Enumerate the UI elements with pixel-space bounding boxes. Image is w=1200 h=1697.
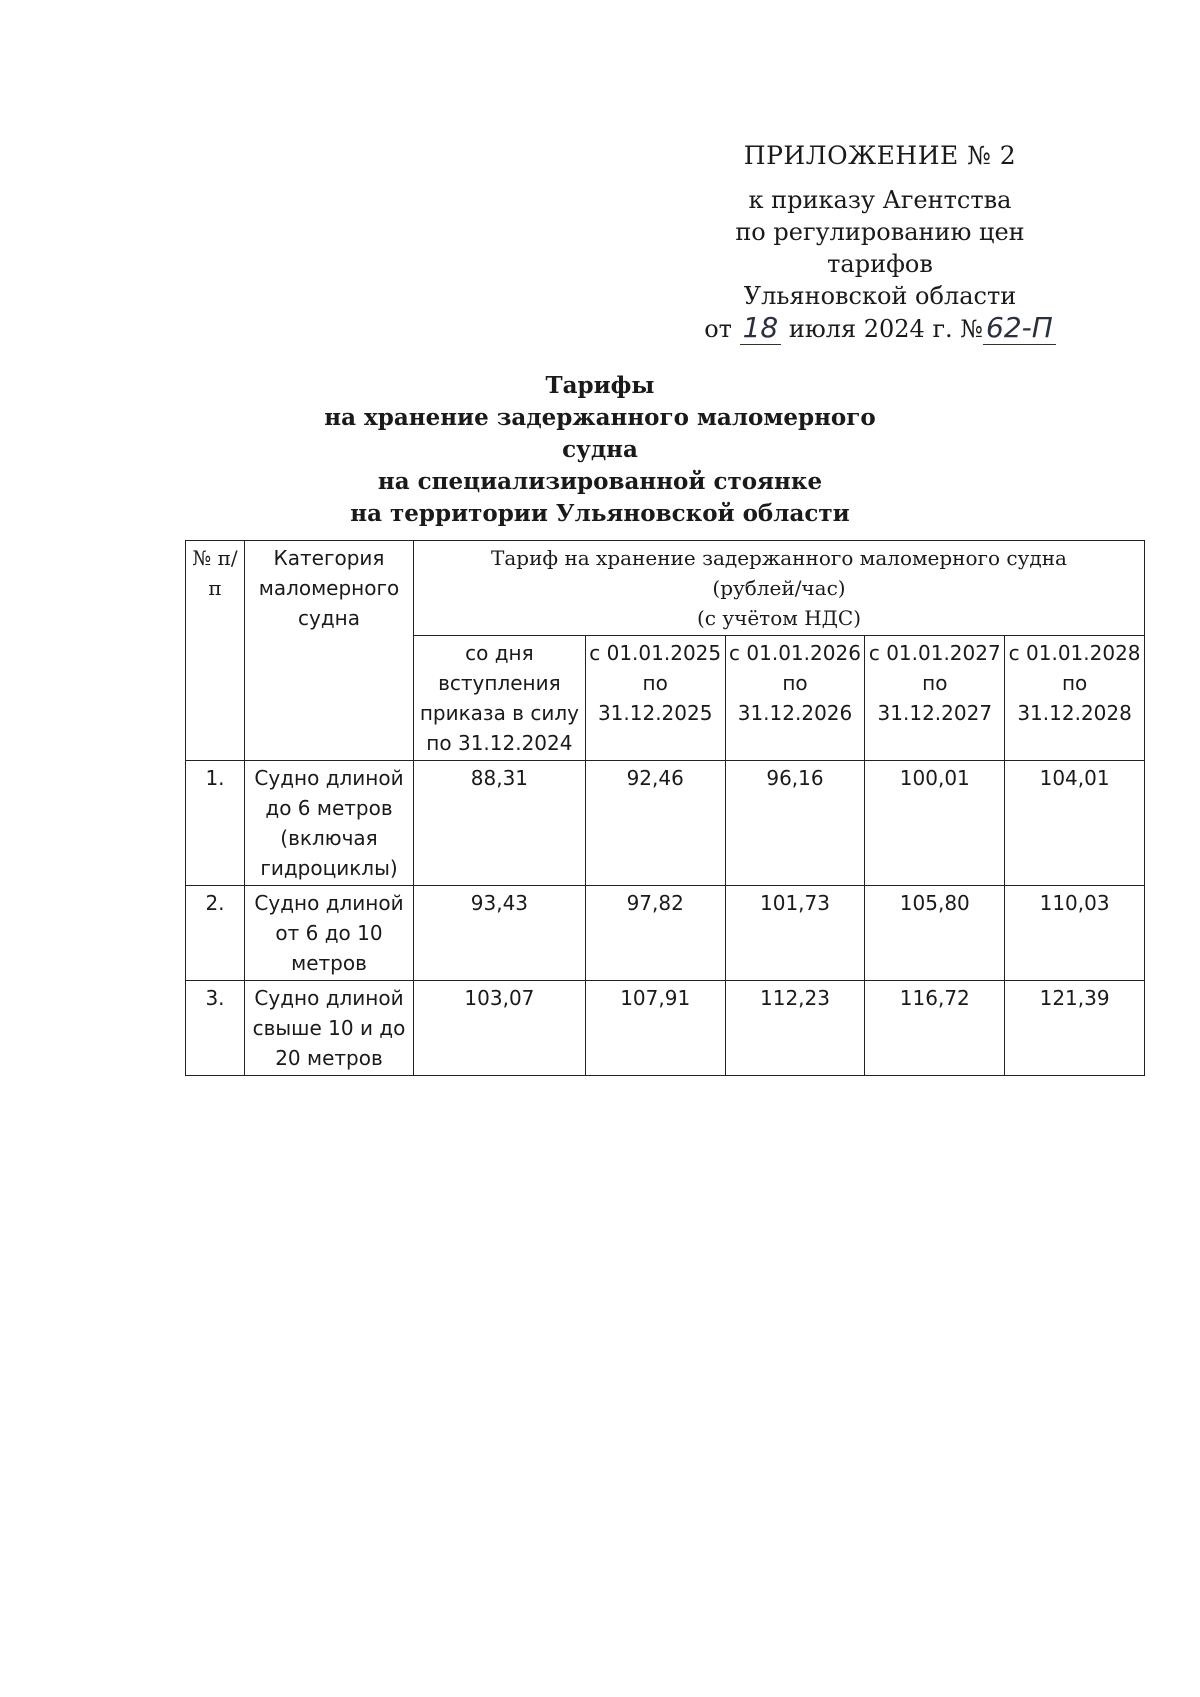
heading-line-4: на территории Ульяновской области [350, 500, 850, 527]
period-header: с 01.01.2026 по 31.12.2026 [725, 636, 865, 761]
period-header: с 01.01.2025 по 31.12.2025 [585, 636, 725, 761]
group-header-line-2: (рублей/час) [712, 576, 846, 600]
tariff-value: 103,07 [414, 981, 586, 1076]
tariff-value: 104,01 [1005, 761, 1145, 886]
header-row-1 [186, 541, 1145, 636]
table-row [186, 761, 1145, 886]
category-header: Категория маломерного судна [245, 541, 414, 761]
date-prefix: от [704, 315, 732, 343]
row-category: Судно длиной свыше 10 и до 20 метров [245, 981, 414, 1076]
group-header-line-1: Тариф на хранение задержанного маломерного судна [491, 546, 1067, 570]
num-header: № п/п [186, 541, 245, 761]
tariff-value: 112,23 [725, 981, 865, 1076]
date-day-handwritten: 18 [740, 311, 782, 345]
tariff-value: 116,72 [865, 981, 1005, 1076]
tariff-value: 105,80 [865, 886, 1005, 981]
period-header: со дня вступления приказа в силу по 31.12.2024 [414, 636, 586, 761]
tariff-value: 100,01 [865, 761, 1005, 886]
row-category: Судно длиной до 6 метров (включая гидроциклы) [245, 761, 414, 886]
appendix-block [700, 140, 1060, 345]
heading-line-2: на хранение задержанного маломерного судна [324, 404, 876, 463]
row-number: 3. [186, 981, 245, 1076]
table-row [186, 886, 1145, 981]
tariff-value: 121,39 [1005, 981, 1145, 1076]
group-header-line-3: (с учётом НДС) [696, 606, 861, 630]
appendix-date-line [700, 312, 1060, 345]
heading-line-3: на специализированной стоянке [377, 468, 823, 495]
tariff-group-header [414, 541, 1145, 636]
tariff-value: 110,03 [1005, 886, 1145, 981]
period-header: с 01.01.2027 по 31.12.2027 [865, 636, 1005, 761]
row-category: Судно длиной от 6 до 10 метров [245, 886, 414, 981]
tariff-value: 96,16 [725, 761, 865, 886]
order-number-handwritten: 62-П [983, 311, 1056, 345]
tariff-value: 93,43 [414, 886, 586, 981]
appendix-title: ПРИЛОЖЕНИЕ № 2 [743, 141, 1017, 170]
appendix-line-2: по регулированию цен тарифов [735, 218, 1025, 278]
tariff-value: 88,31 [414, 761, 586, 886]
document-heading [300, 370, 900, 530]
date-rest: июля 2024 г. № [788, 315, 983, 343]
tariff-table [185, 540, 1145, 1076]
tariff-value: 92,46 [585, 761, 725, 886]
row-number: 2. [186, 886, 245, 981]
table-row [186, 981, 1145, 1076]
appendix-line-3: Ульяновской области [743, 282, 1017, 310]
tariff-value: 97,82 [585, 886, 725, 981]
tariff-value: 101,73 [725, 886, 865, 981]
row-number: 1. [186, 761, 245, 886]
heading-line-1: Тарифы [545, 372, 655, 399]
period-header: с 01.01.2028 по 31.12.2028 [1005, 636, 1145, 761]
tariff-value: 107,91 [585, 981, 725, 1076]
appendix-line-1: к приказу Агентства [748, 186, 1012, 214]
